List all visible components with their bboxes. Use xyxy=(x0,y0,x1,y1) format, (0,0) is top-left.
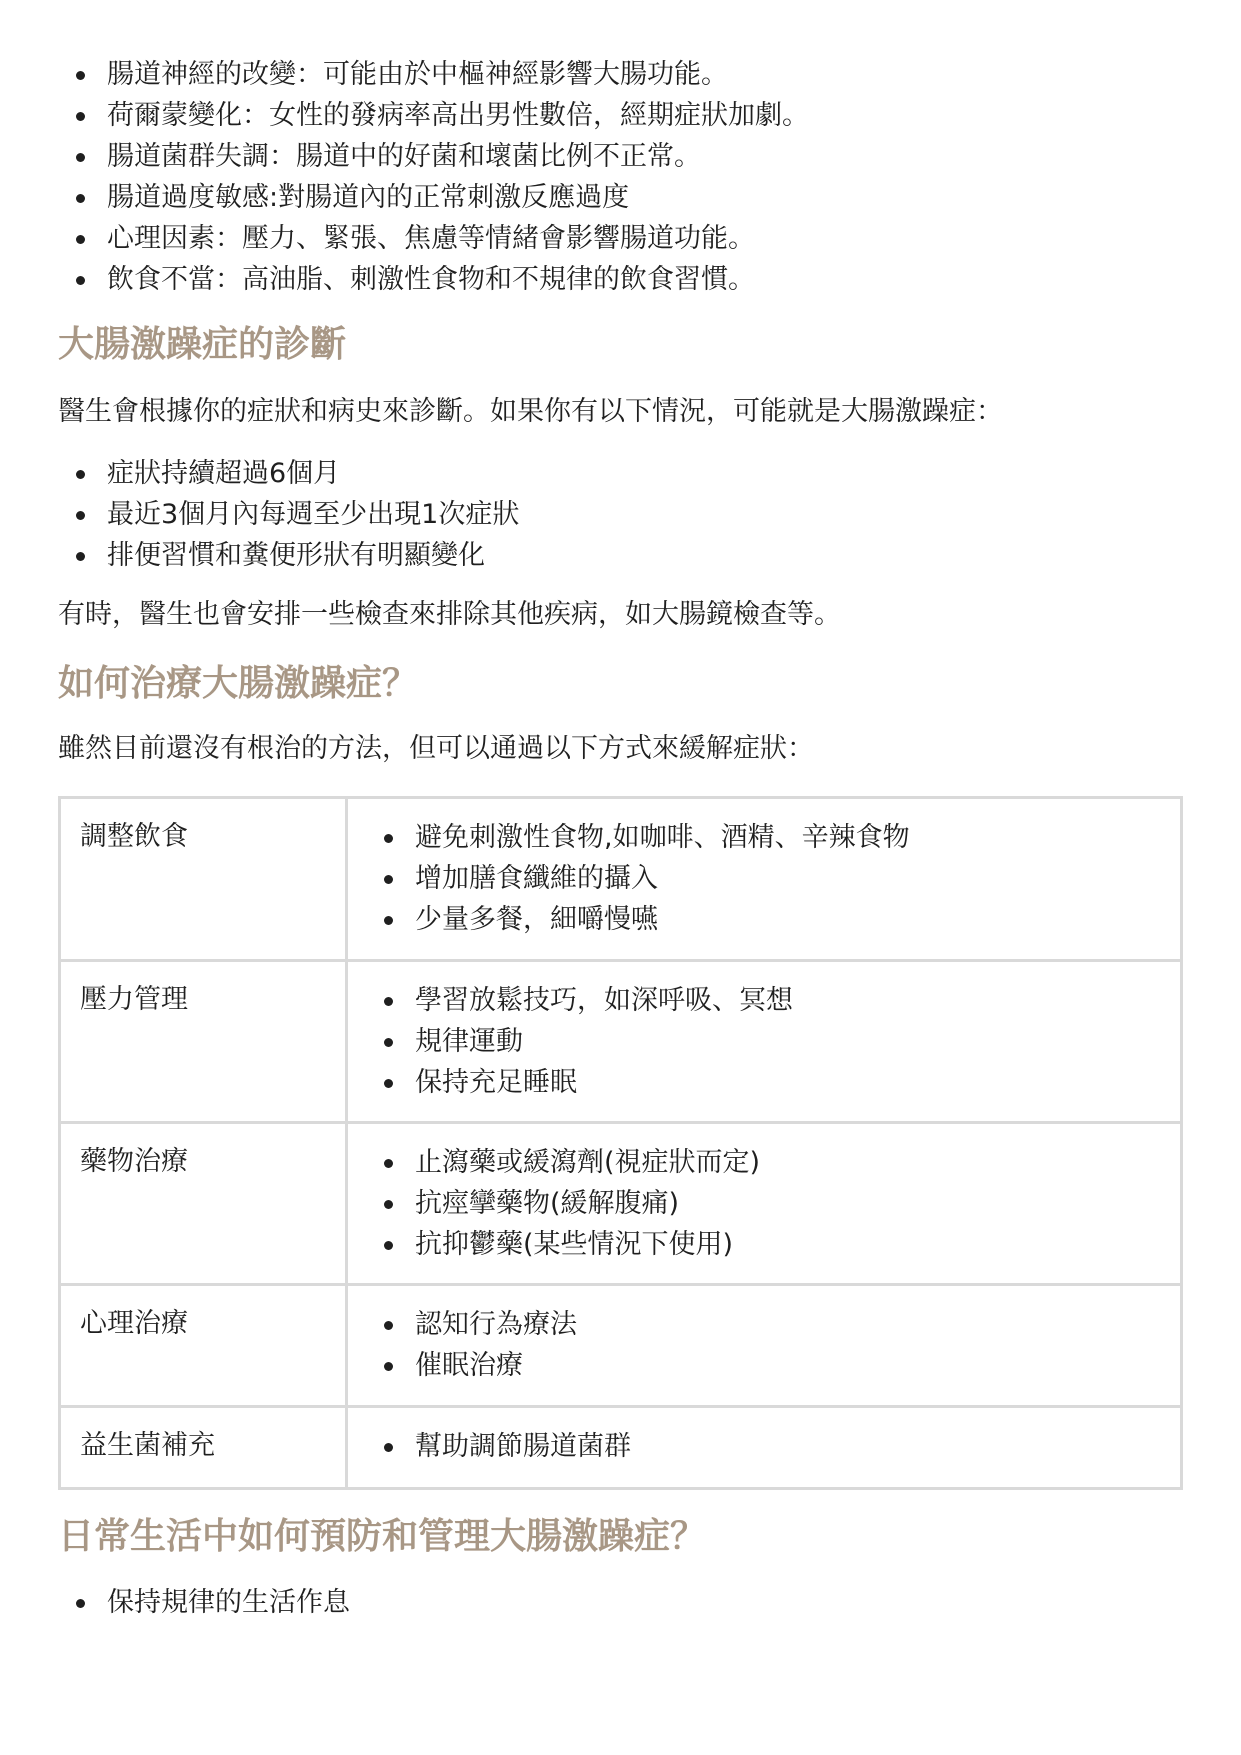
table-row xyxy=(60,1123,1182,1285)
table-items-list xyxy=(366,817,1180,940)
table-row xyxy=(60,1285,1182,1407)
list-item: 腸道過度敏感:對腸道內的正常刺激反應過度 xyxy=(76,177,1183,218)
table-items-list xyxy=(366,1426,1180,1467)
list-item: 少量多餐，細嚼慢嚥 xyxy=(384,899,1180,940)
list-item: 幫助調節腸道菌群 xyxy=(384,1426,1180,1467)
causes-list xyxy=(58,54,1183,300)
prevention-list xyxy=(58,1582,1183,1623)
table-row xyxy=(60,961,1182,1123)
list-item: 學習放鬆技巧，如深呼吸、冥想 xyxy=(384,980,1180,1021)
list-item: 腸道神經的改變：可能由於中樞神經影響大腸功能。 xyxy=(76,54,1183,95)
table-category-cell: 壓力管理 xyxy=(60,961,347,1123)
list-item: 止瀉藥或緩瀉劑(視症狀而定) xyxy=(384,1142,1180,1183)
list-item: 腸道菌群失調：腸道中的好菌和壞菌比例不正常。 xyxy=(76,136,1183,177)
list-item: 最近3個月內每週至少出現1次症狀 xyxy=(76,494,1183,535)
table-row xyxy=(60,1407,1182,1489)
list-item: 飲食不當：高油脂、刺激性食物和不規律的飲食習慣。 xyxy=(76,259,1183,300)
prevention-heading: 日常生活中如何預防和管理大腸激躁症？ xyxy=(58,1516,707,1557)
table-items-cell xyxy=(347,961,1182,1123)
list-item: 催眠治療 xyxy=(384,1345,1180,1386)
list-item: 排便習慣和糞便形狀有明顯變化 xyxy=(76,535,1183,576)
list-item: 症狀持續超過6個月 xyxy=(76,453,1183,494)
list-item: 保持規律的生活作息 xyxy=(76,1582,1183,1623)
table-category-cell: 益生菌補充 xyxy=(60,1407,347,1489)
treatment-table xyxy=(58,796,1183,1490)
list-item: 心理因素：壓力、緊張、焦慮等情緒會影響腸道功能。 xyxy=(76,218,1183,259)
table-category-cell: 藥物治療 xyxy=(60,1123,347,1285)
table-category-cell: 調整飲食 xyxy=(60,798,347,961)
list-item: 抗痙攣藥物(緩解腹痛) xyxy=(384,1183,1180,1224)
table-items-list xyxy=(366,980,1180,1103)
list-item: 荷爾蒙變化：女性的發病率高出男性數倍，經期症狀加劇。 xyxy=(76,95,1183,136)
list-item: 增加膳食纖維的攝入 xyxy=(384,858,1180,899)
list-item: 認知行為療法 xyxy=(384,1304,1180,1345)
treatment-intro: 雖然目前還沒有根治的方法，但可以通過以下方式來緩解症狀： xyxy=(58,733,814,764)
list-item: 規律運動 xyxy=(384,1021,1180,1062)
list-item: 避免刺激性食物,如咖啡、酒精、辛辣食物 xyxy=(384,817,1180,858)
table-items-list xyxy=(366,1304,1180,1386)
list-item: 抗抑鬱藥(某些情況下使用) xyxy=(384,1224,1180,1265)
diagnosis-intro: 醫生會根據你的症狀和病史來診斷。如果你有以下情況，可能就是大腸激躁症： xyxy=(58,396,1003,427)
diagnosis-criteria-list xyxy=(58,453,1183,576)
diagnosis-note: 有時，醫生也會安排一些檢查來排除其他疾病，如大腸鏡檢查等。 xyxy=(58,599,841,630)
table-items-list xyxy=(366,1142,1180,1265)
document-content xyxy=(58,54,1183,1623)
treatment-heading: 如何治療大腸激躁症？ xyxy=(58,663,419,704)
table-items-cell xyxy=(347,1285,1182,1407)
list-item: 保持充足睡眠 xyxy=(384,1062,1180,1103)
table-row xyxy=(60,798,1182,961)
table-items-cell xyxy=(347,1407,1182,1489)
table-items-cell xyxy=(347,1123,1182,1285)
diagnosis-heading: 大腸激躁症的診斷 xyxy=(58,324,347,365)
table-category-cell: 心理治療 xyxy=(60,1285,347,1407)
table-items-cell xyxy=(347,798,1182,961)
